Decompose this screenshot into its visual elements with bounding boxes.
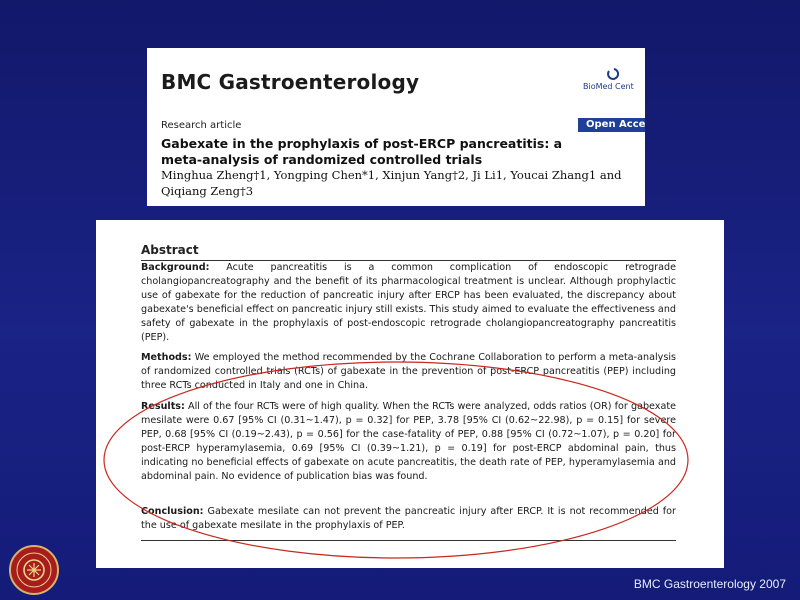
- results-label: Results:: [141, 401, 185, 412]
- abstract-card: [96, 220, 724, 568]
- publisher-logo: [583, 68, 645, 91]
- background-text: Acute pancreatitis is a common complication of endoscopic retrograde cholangiopancreatography and the benefit of its pharmacological treatment is unclear. Although prophylactic use of gabexate for the reduction of pancreatic injury after ERCP has been evaluated, the discrepancy about gabexate's beneficial effect on pancreatic injury still exists. This study aimed to evaluate the effectiveness and safety of gabexate in the prophylaxis of post-endoscopic retrograde cholangiopancreatography pancreatitis (PEP).: [141, 262, 676, 343]
- abstract-background: [141, 261, 676, 345]
- article-type: Research article: [161, 120, 242, 131]
- methods-label: Methods:: [141, 352, 192, 363]
- article-header-card: [147, 48, 645, 206]
- abstract-heading: Abstract: [141, 243, 199, 257]
- seal-emblem: [11, 547, 57, 593]
- journal-title: BMC Gastroenterology: [161, 70, 420, 94]
- article-title: Gabexate in the prophylaxis of post-ERCP pancreatitis: a meta-analysis of randomized controlled trials: [161, 136, 563, 167]
- university-seal-icon: [9, 545, 59, 595]
- methods-text: We employed the method recommended by the Cochrane Collaboration to perform a meta-analysis of randomized controlled trials (RCTs) of gabexate in the prevention of post-ERCP pancreatitis (PEP) including three RCTs conducted in Italy and one in China.: [141, 352, 676, 391]
- article-authors: Minghua Zheng†1, Yongping Chen*1, Xinjun Yang†2, Ji Li1, Youcai Zhang1 and Qiqiang Zeng†3: [161, 168, 622, 198]
- publisher-logo-text: BioMed Cent: [583, 82, 634, 91]
- conclusion-label: Conclusion:: [141, 506, 204, 517]
- conclusion-text: Gabexate mesilate can not prevent the pancreatic injury after ERCP. It is not recommended for the use of gabexate mesilate in the prophylaxis of PEP.: [141, 506, 676, 531]
- abstract-bottom-divider: [141, 540, 676, 541]
- footer-caption: BMC Gastroenterology 2007: [633, 577, 786, 591]
- abstract-conclusion: [141, 505, 676, 533]
- open-access-badge: Open Acce: [578, 118, 645, 132]
- abstract-results: [141, 400, 676, 484]
- abstract-methods: [141, 351, 676, 393]
- results-text: All of the four RCTs were of high quality. When the RCTs were analyzed, odds ratios (OR) for gabexate mesilate were 0.67 [95% CI (0.31~1.47), p = 0.32] for PEP, 3.78 [95% CI (0.62~22.98), p = 0.15] for severe PEP, 0.68 [95% CI (0.19~2.43), p = 0.56] for the case-fatality of PEP, 0.88 [95% CI (0.72~1.07), p = 0.20] for post-ERCP hyperamylasemia, 0.69 [95% CI (0.39~1.21), p = 0.19] for post-ERCP abdominal pain, thus indicating no beneficial effects of gabexate on acute pancreatitis, the death rate of PEP, hyperamylasemia and abdominal pain. No evidence of publication bias was found.: [141, 401, 676, 482]
- background-label: Background:: [141, 262, 210, 273]
- biomed-logo-icon: [605, 68, 619, 80]
